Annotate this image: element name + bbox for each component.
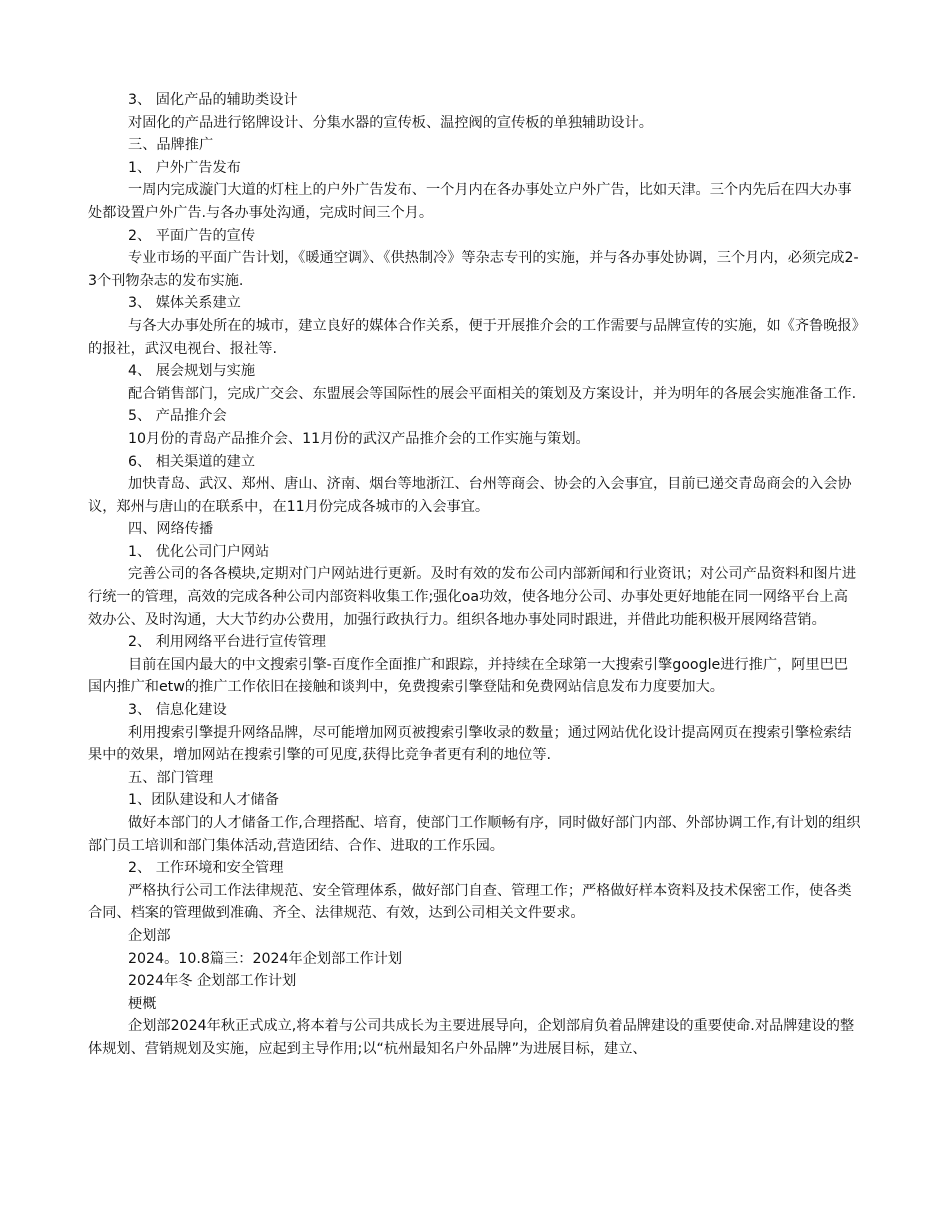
body-paragraph: 加快青岛、武汉、郑州、唐山、济南、烟台等地浙江、台州等商会、协会的入会事宜，目前已递交青岛商会的入会协议，郑州与唐山的在联系中，在11月份完成各城市的入会事宜。 bbox=[88, 476, 852, 515]
item-heading: 1、团队建设和人才储备 bbox=[128, 792, 279, 809]
item-heading: 4、 展会规划与实施 bbox=[128, 363, 256, 380]
item-heading: 1、 户外广告发布 bbox=[128, 159, 241, 176]
item-heading: 5、 产品推介会 bbox=[128, 408, 227, 425]
item-heading: 1、 优化公司门户网站 bbox=[128, 543, 270, 560]
date-line: 2024。10.8篇三：2024年企划部工作计划 bbox=[128, 950, 403, 967]
body-paragraph: 10月份的青岛产品推介会、11月份的武汉产品推介会的工作实施与策划。 bbox=[128, 430, 590, 447]
body-paragraph: 利用搜索引擎提升网络品牌，尽可能增加网页被搜索引擎收录的数量；通过网站优化设计提高网页在搜索引擎检索结果中的效果，增加网站在搜索引擎的可见度,获得比竞争者更有利的地位等. bbox=[88, 724, 852, 764]
item-heading: 3、 固化产品的辅助类设计 bbox=[128, 92, 298, 108]
summary-heading: 梗概 bbox=[128, 995, 157, 1012]
item-heading: 2、 利用网络平台进行宣传管理 bbox=[128, 634, 326, 651]
body-paragraph: 做好本部门的人才储备工作,合理搭配、培育，使部门工作顺畅有序，同时做好部门内部、外部协调工作,有计划的组织部门员工培训和部门集体活动,营造团结、合作、进取的工作乐园。 bbox=[88, 815, 861, 854]
item-heading: 3、 媒体关系建立 bbox=[128, 295, 241, 312]
body-paragraph: 对固化的产品进行铭牌设计、分集水器的宣传板、温控阀的宣传板的单独辅助设计。 bbox=[128, 114, 653, 131]
section-heading: 五、部门管理 bbox=[128, 769, 214, 786]
body-paragraph: 企划部2024年秋正式成立,将本着与公司共成长为主要进展导向，企划部肩负着品牌建设的重要使命.对品牌建设的整体规划、营销规划及实施，应起到主导作用;以“杭州最知名户外品牌”为进展目标，建立、 bbox=[88, 1018, 855, 1057]
body-paragraph: 目前在国内最大的中文搜索引擎-百度作全面推广和跟踪，并持续在全球第一大搜索引擎google进行推广，阿里巴巴国内推广和etw的推广工作依旧在接触和谈判中，免费搜索引擎登陆和免费网站信息发布力度要加大。 bbox=[88, 656, 848, 696]
body-paragraph: 严格执行公司工作法律规范、安全管理体系，做好部门自查、管理工作；严格做好样本资料及技术保密工作，使各类合同、档案的管理做到准确、齐全、法律规范、有效，达到公司相关文件要求。 bbox=[88, 882, 852, 922]
document-title: 2024年冬 企划部工作计划 bbox=[128, 973, 297, 990]
body-paragraph: 完善公司的各各模块,定期对门户网站进行更新。及时有效的发布公司内部新闻和行业资讯；对公司产品资料和图片进行统一的管理，高效的完成各种公司内部资料收集工作;强化oa功效，使各地分公司、办事处更好地能在同一网络平台上高效办公、及时沟通，大大节约办公费用，加强行政执行力。组织各地办事处同时跟进，并借此功能积极开展网络营销。 bbox=[88, 566, 857, 628]
item-heading: 3、 信息化建设 bbox=[128, 702, 227, 719]
body-paragraph: 一周内完成漩门大道的灯柱上的户外广告发布、一个月内在各办事处立户外广告，比如天津。三个内先后在四大办事处都设置户外广告.与各办事处沟通，完成时间三个月。 bbox=[88, 182, 852, 221]
item-heading: 2、 工作环境和安全管理 bbox=[128, 860, 284, 877]
section-heading: 三、品牌推广 bbox=[128, 137, 214, 154]
body-paragraph: 与各大办事处所在的城市，建立良好的媒体合作关系，便于开展推介会的工作需要与品牌宣传的实施，如《齐鲁晚报》的报社，武汉电视台、报社等. bbox=[88, 317, 859, 357]
item-heading: 6、 相关渠道的建立 bbox=[128, 453, 256, 470]
section-heading: 四、网络传播 bbox=[128, 521, 214, 538]
body-paragraph: 专业市场的平面广告计划，《暖通空调》、《供热制冷》等杂志专刊的实施，并与各办事处协调，三个月内，必须完成2-3个刊物杂志的发布实施. bbox=[88, 250, 859, 289]
item-heading: 2、 平面广告的宣传 bbox=[128, 227, 256, 244]
body-paragraph: 配合销售部门，完成广交会、东盟展会等国际性的展会平面相关的策划及方案设计，并为明年的各展会实施准备工作. bbox=[128, 385, 857, 402]
document-body bbox=[88, 89, 862, 1061]
signature-department: 企划部 bbox=[128, 927, 171, 944]
